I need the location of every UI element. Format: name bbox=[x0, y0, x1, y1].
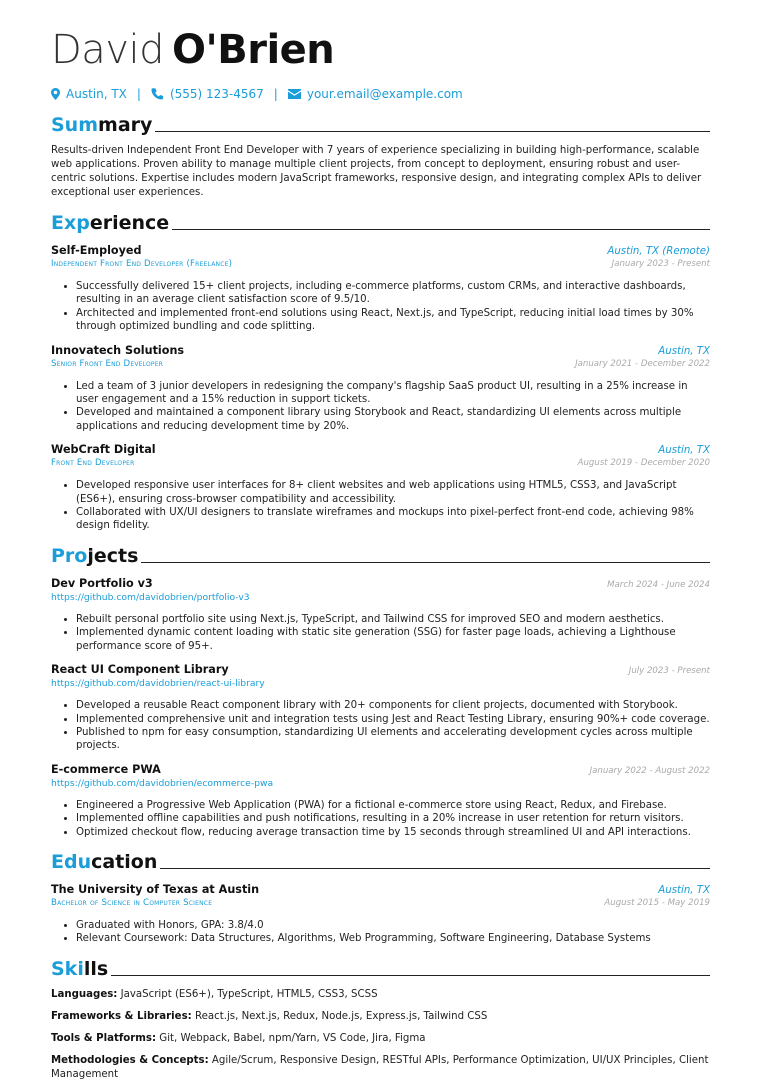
phone-text[interactable]: (555) 123-4567 bbox=[169, 87, 264, 101]
bullet-item: • Engineered a Progressive Web Application (PWA) for a fictional e-commerce store using React, Redux, and Firebase. bbox=[76, 799, 710, 812]
skill-label: Frameworks & Libraries: bbox=[51, 1010, 192, 1022]
contact-separator: | bbox=[273, 87, 278, 101]
skill-value: React.js, Next.js, Redux, Node.js, Express.js, Tailwind CSS bbox=[194, 1010, 488, 1022]
bullet-item: • Developed and maintained a component library using Storybook and React, standardizing UI elements across multiple applications and reducing development time by 20%. bbox=[76, 406, 710, 433]
bullet-list bbox=[51, 280, 710, 334]
employer: WebCraft Digital bbox=[51, 443, 156, 457]
bullet-item: • Collaborated with UX/UI designers to translate wireframes and mockups into pixel-perfect front-end code, achieving 98% design fidelity. bbox=[76, 506, 710, 533]
first-name: David bbox=[51, 27, 164, 73]
location-item bbox=[51, 87, 127, 101]
projects-heading: Projects bbox=[51, 545, 710, 567]
job-dates: August 2019 - December 2020 bbox=[577, 458, 710, 469]
job-dates: January 2023 - Present bbox=[611, 259, 710, 269]
skill-line bbox=[51, 1032, 710, 1046]
phone-icon bbox=[151, 88, 164, 101]
project-entry bbox=[51, 662, 710, 753]
school-name: The University of Texas at Austin bbox=[51, 882, 260, 896]
bullet-item: • Published to npm for easy consumption, standardizing UI elements and accelerating development cycles across multiple projects. bbox=[76, 726, 710, 753]
job-title: Front End Developer bbox=[51, 458, 135, 469]
education-heading: Education bbox=[51, 851, 710, 873]
contact-separator: | bbox=[136, 87, 141, 101]
job-location: Austin, TX (Remote) bbox=[607, 246, 710, 257]
experience-entry bbox=[51, 442, 710, 533]
experience-heading: Experience bbox=[51, 212, 710, 234]
bullet-item: • Implemented offline capabilities and push notifications, resulting in a 20% increase in user retention for return visitors. bbox=[76, 812, 710, 825]
bullet-list bbox=[51, 380, 710, 434]
map-marker-icon bbox=[51, 88, 60, 100]
skill-label: Tools & Platforms: bbox=[51, 1032, 157, 1044]
bullet-item: • Graduated with Honors, GPA: 3.8/4.0 bbox=[76, 919, 710, 932]
project-name: React UI Component Library bbox=[51, 663, 229, 677]
bullet-item: • Developed a reusable React component library with 20+ components for client projects, documented with Storybook. bbox=[76, 699, 710, 712]
job-title: Senior Front End Developer bbox=[51, 358, 164, 369]
bullet-list bbox=[51, 613, 710, 653]
location-text: Austin, TX bbox=[66, 87, 127, 101]
skill-value: Git, Webpack, Babel, npm/Yarn, VS Code, Jira, Figma bbox=[159, 1032, 426, 1044]
last-name: O'Brien bbox=[172, 27, 335, 73]
bullet-item: • Developed responsive user interfaces for 8+ client websites and web applications using HTML5, CSS3, and JavaScript (ES6+), ensuring cross-browser compatibility and accessibility. bbox=[76, 479, 710, 506]
skill-value: JavaScript (ES6+), TypeScript, HTML5, CSS3, SCSS bbox=[120, 988, 378, 1000]
bullet-item: • Relevant Coursework: Data Structures, Algorithms, Web Programming, Software Engineering, Database Systems bbox=[76, 932, 710, 945]
school-location: Austin, TX bbox=[658, 884, 710, 896]
education-entry bbox=[51, 882, 710, 946]
job-location: Austin, TX bbox=[658, 345, 710, 357]
skill-line bbox=[51, 1010, 710, 1024]
experience-entry bbox=[51, 243, 710, 334]
skill-label: Methodologies & Concepts: bbox=[51, 1054, 209, 1066]
bullet-item: • Rebuilt personal portfolio site using Next.js, TypeScript, and Tailwind CSS for improved SEO and modern aesthetics. bbox=[76, 613, 710, 626]
bullet-item: • Implemented comprehensive unit and integration tests using Jest and React Testing Library, ensuring 90%+ code coverage. bbox=[76, 713, 710, 726]
bullet-item: • Optimized checkout flow, reducing average transaction time by 15 seconds through streamlined UI and API interactions. bbox=[76, 826, 710, 839]
project-entry bbox=[51, 576, 710, 653]
envelope-icon bbox=[288, 89, 301, 99]
skills-heading: Skills bbox=[51, 958, 710, 980]
experience-entry bbox=[51, 343, 710, 434]
bullet-list bbox=[51, 479, 710, 533]
project-entry bbox=[51, 762, 710, 839]
employer: Innovatech Solutions bbox=[51, 343, 185, 357]
section-rule bbox=[160, 868, 710, 869]
phone-item[interactable] bbox=[151, 87, 264, 101]
project-link[interactable]: https://github.com/davidobrien/portfolio-v3 bbox=[51, 591, 250, 603]
project-name: Dev Portfolio v3 bbox=[51, 576, 153, 590]
bullet-item: • Implemented dynamic content loading with static site generation (SSG) for faster page loads, achieving a Lighthouse performance score of 95+. bbox=[76, 626, 710, 653]
contact-line bbox=[51, 86, 710, 102]
bullet-item: • Led a team of 3 junior developers in redesigning the company's flagship SaaS product UI, resulting in a 25% increase in user engagement and a 15% reduction in support tickets. bbox=[76, 380, 710, 407]
summary-heading: Summary bbox=[51, 114, 710, 136]
job-title: Independent Front End Developer (Freelance) bbox=[51, 259, 233, 269]
bullet-list bbox=[51, 699, 710, 753]
project-dates: March 2024 - June 2024 bbox=[607, 579, 710, 590]
skill-line bbox=[51, 1054, 710, 1082]
section-rule bbox=[172, 229, 710, 230]
candidate-name bbox=[51, 28, 710, 72]
section-rule bbox=[141, 562, 710, 563]
bullet-list bbox=[51, 799, 710, 839]
bullet-item: • Architected and implemented front-end solutions using React, Next.js, and TypeScript, reducing initial load times by 30% through optimized bundling and code splitting. bbox=[76, 307, 710, 334]
degree: Bachelor of Science in Computer Science bbox=[51, 897, 213, 908]
project-name: E-commerce PWA bbox=[51, 762, 161, 776]
skill-line bbox=[51, 988, 710, 1002]
education-dates: August 2015 - May 2019 bbox=[604, 897, 710, 908]
bullet-list bbox=[51, 919, 710, 946]
skill-value: Agile/Scrum, Responsive Design, RESTful APIs, Performance Optimization, UI/UX Principles, Client Management bbox=[51, 1054, 709, 1080]
bullet-item: • Successfully delivered 15+ client projects, including e-commerce platforms, custom CRMs, and interactive dashboards, resulting in an average client satisfaction score of 9.5/10. bbox=[76, 280, 710, 307]
email-link[interactable]: your.email@example.com bbox=[306, 87, 463, 101]
section-rule bbox=[111, 975, 710, 976]
section-rule bbox=[155, 131, 710, 132]
skill-label: Languages: bbox=[51, 988, 118, 1000]
project-dates: July 2023 - Present bbox=[628, 666, 710, 677]
project-link[interactable]: https://github.com/davidobrien/ecommerce-pwa bbox=[51, 777, 274, 789]
job-dates: January 2021 - December 2022 bbox=[575, 358, 710, 369]
project-link[interactable]: https://github.com/davidobrien/react-ui-library bbox=[51, 678, 265, 690]
email-item[interactable] bbox=[288, 87, 463, 101]
job-location: Austin, TX bbox=[658, 445, 710, 457]
employer: Self-Employed bbox=[51, 244, 142, 257]
project-dates: January 2022 - August 2022 bbox=[589, 765, 710, 776]
summary-text: Results-driven Independent Front End Developer with 7 years of experience specializing in building high-performance, scalable web applications. Proven ability to manage multiple client projects, from concept to deployment, ensuring robust and user-centric solutions. Expertise includes modern JavaScript frameworks, responsive design, and integrating complex APIs to deliver exceptional user experiences. bbox=[51, 145, 702, 198]
